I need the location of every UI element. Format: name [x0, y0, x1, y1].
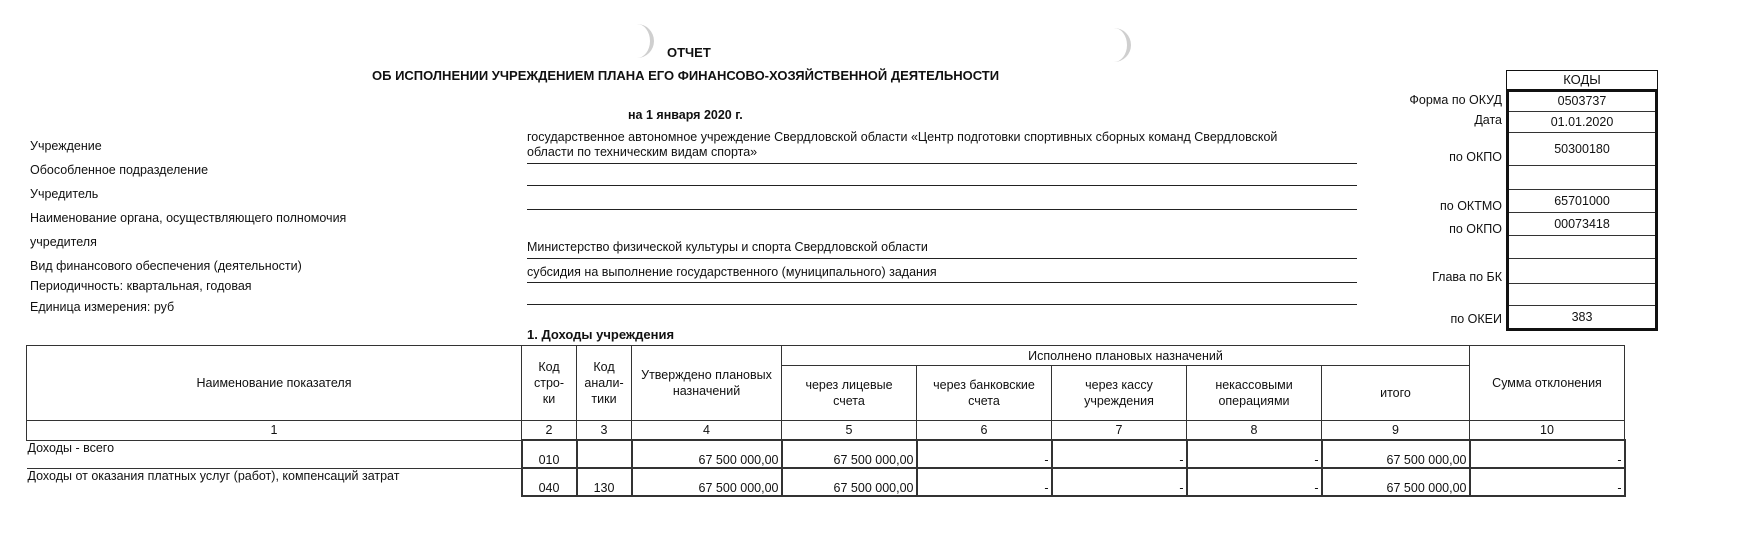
scan-mark-right [1105, 28, 1131, 62]
column-number: 5 [782, 421, 917, 441]
column-number: 6 [917, 421, 1052, 441]
okud-value: 0503737 [1509, 92, 1655, 112]
row-noncash: - [1187, 468, 1322, 496]
header-personal-accounts: через лицевые счета [782, 366, 917, 421]
row-cash-desk: - [1052, 440, 1187, 468]
row-analytics-code: 130 [577, 468, 632, 496]
row-personal-accounts: 67 500 000,00 [782, 440, 917, 468]
oktmo-label: по ОКТМО [1440, 199, 1502, 213]
institution-underline [527, 163, 1357, 164]
column-number: 8 [1187, 421, 1322, 441]
column-number: 2 [522, 421, 577, 441]
division-underline [527, 185, 1357, 186]
column-number: 4 [632, 421, 782, 441]
row-total: 67 500 000,00 [1322, 440, 1470, 468]
income-table [26, 345, 1626, 497]
row-bank-accounts: - [917, 468, 1052, 496]
budget-chapter-value [1509, 259, 1655, 284]
row-noncash: - [1187, 440, 1322, 468]
column-number: 10 [1470, 421, 1625, 441]
codes-box [1506, 70, 1658, 331]
column-number: 7 [1052, 421, 1187, 441]
authority-underline [527, 258, 1357, 259]
header-bank-accounts: через банковские счета [917, 366, 1052, 421]
finance-underline [527, 282, 1357, 283]
column-number: 3 [577, 421, 632, 441]
empty-code-cell [1509, 166, 1655, 190]
column-number: 9 [1322, 421, 1470, 441]
header-approved: Утверждено плановых назначений [632, 346, 782, 421]
report-subtitle: ОБ ИСПОЛНЕНИИ УЧРЕЖДЕНИЕМ ПЛАНА ЕГО ФИНАНСОВО-ХОЗЯЙСТВЕННОЙ ДЕЯТЕЛЬНОСТИ [372, 68, 1000, 83]
report-date: на 1 января 2020 г. [628, 108, 743, 122]
row-bank-accounts: - [917, 440, 1052, 468]
founder-label: Учредитель [30, 187, 99, 201]
row-deviation: - [1470, 468, 1625, 496]
okei-value: 383 [1571, 310, 1593, 324]
row-deviation: - [1470, 440, 1625, 468]
oktmo-value: 65701000 [1509, 190, 1655, 213]
row-cash-desk: - [1052, 468, 1187, 496]
division-label: Обособленное подразделение [30, 163, 209, 177]
header-deviation: Сумма отклонения [1470, 346, 1625, 421]
okpo-founder-value: 00073418 [1509, 213, 1655, 236]
okpo-label: по ОКПО [1449, 150, 1502, 164]
row-approved: 67 500 000,00 [632, 468, 782, 496]
budget-chapter-label: Глава по БК [1432, 270, 1502, 284]
date-code-label: Дата [1474, 113, 1502, 127]
header-cash-desk: через кассу учреждения [1052, 366, 1187, 421]
row-total: 67 500 000,00 [1322, 468, 1470, 496]
authority-value: Министерство физической культуры и спорта Свердловской области [527, 240, 928, 254]
header-executed: Исполнено плановых назначений [782, 346, 1470, 366]
unit-underline [527, 304, 1357, 305]
row-name: Доходы от оказания платных услуг (работ), компенсаций затрат [27, 468, 522, 496]
row-personal-accounts: 67 500 000,00 [782, 468, 917, 496]
header-line-code: Код стро- ки [522, 346, 577, 421]
periodicity: Периодичность: квартальная, годовая [30, 279, 252, 293]
header-analytics-code: Код анали- тики [577, 346, 632, 421]
header-name: Наименование показателя [27, 346, 522, 421]
row-approved: 67 500 000,00 [632, 440, 782, 468]
okpo-value: 50300180 [1509, 133, 1655, 166]
empty-code-cell [1509, 284, 1655, 306]
report-title: ОТЧЕТ [667, 45, 711, 60]
date-code-value: 01.01.2020 [1509, 112, 1655, 133]
row-analytics-code [577, 440, 632, 468]
institution-value-line-1: государственное автономное учреждение Свердловской области «Центр подготовки спортивных сборных команд Свердловской [527, 130, 1278, 144]
unit-of-measure: Единица измерения: руб [30, 300, 175, 314]
institution-label: Учреждение [30, 139, 102, 153]
header-noncash: некассовыми операциями [1187, 366, 1322, 421]
scan-mark-left [628, 24, 654, 58]
authority-label-line-1: Наименование органа, осуществляющего полномочия [30, 211, 347, 225]
okei-label: по ОКЕИ [1450, 312, 1502, 326]
column-numbers-row [27, 421, 1625, 441]
table-row [27, 468, 1625, 496]
column-number: 1 [27, 421, 522, 441]
institution-value-line-2: области по техническим видам спорта» [527, 145, 758, 159]
authority-label-line-2: учредителя [30, 235, 97, 249]
okpo-founder-label: по ОКПО [1449, 222, 1502, 236]
finance-type-label: Вид финансового обеспечения (деятельности) [30, 259, 302, 273]
founder-underline [527, 209, 1357, 210]
row-line-code: 010 [522, 440, 577, 468]
codes-header: КОДЫ [1506, 70, 1658, 89]
finance-type-value: субсидия на выполнение государственного (муниципального) задания [527, 265, 937, 279]
okud-label: Форма по ОКУД [1409, 93, 1502, 107]
row-line-code: 040 [522, 468, 577, 496]
section-title: 1. Доходы учреждения [527, 327, 675, 342]
row-name: Доходы - всего [27, 440, 522, 468]
table-row [27, 440, 1625, 468]
empty-code-cell [1509, 236, 1655, 259]
header-total: итого [1322, 366, 1470, 421]
